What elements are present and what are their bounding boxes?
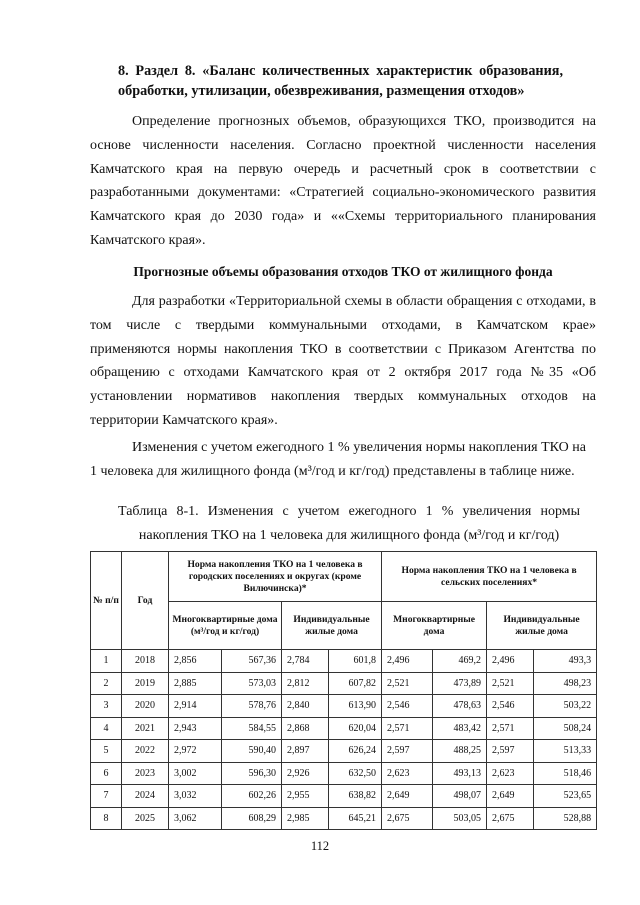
table-cell: 645,21 (329, 807, 382, 830)
paragraph-forecast-method (90, 110, 596, 253)
table-cell: 2,597 (487, 740, 534, 763)
text-line: Определение прогнозных объемов, образующихся ТКО, производится на (132, 114, 596, 129)
table-cell: 2025 (122, 807, 169, 830)
table-row (91, 807, 597, 830)
header-indiv-rural: Индивидуальные жилые дома (487, 602, 597, 650)
table-cell: 2,675 (382, 807, 433, 830)
table-cell: 2,943 (169, 717, 222, 740)
table-cell: 2,840 (282, 695, 329, 718)
text-line: Камчатского края до 2030 года» и ««Схемы территориального планирования (90, 209, 596, 225)
table-cell: 523,65 (534, 785, 597, 808)
text-line: 1 человека для жилищного фонда (м³/год и кг/год) представлены в таблице ниже. (90, 463, 575, 479)
table-cell: 2,623 (382, 762, 433, 785)
table-cell: 2023 (122, 762, 169, 785)
table-cell: 2022 (122, 740, 169, 763)
table-cell: 2,546 (382, 695, 433, 718)
paragraph-norms (90, 290, 596, 433)
text-line: Камчатского края». (90, 232, 206, 248)
table-cell: 7 (91, 785, 122, 808)
table-cell: 2,926 (282, 762, 329, 785)
text-line: основе численности населения. Согласно проектной численности населения (90, 137, 596, 153)
table-cell: 2,496 (382, 650, 433, 673)
table-cell: 498,23 (534, 672, 597, 695)
table-cell: 2 (91, 672, 122, 695)
subheading: Прогнозные объемы образования отходов ТКО от жилищного фонда (133, 264, 553, 279)
table-cell: 2,571 (382, 717, 433, 740)
header-no: № п/п (91, 552, 122, 650)
caption-line: Таблица 8-1. Изменения с учетом ежегодного 1 % увеличения нормы (118, 504, 580, 519)
table-cell: 473,89 (433, 672, 487, 695)
table-cell: 2,972 (169, 740, 222, 763)
table-cell: 578,76 (222, 695, 282, 718)
table-cell: 626,24 (329, 740, 382, 763)
table-cell: 2,546 (487, 695, 534, 718)
table-cell: 513,33 (534, 740, 597, 763)
header-multi-rural: Многоквартирные дома (382, 602, 487, 650)
table-cell: 2,675 (487, 807, 534, 830)
table-cell: 2020 (122, 695, 169, 718)
table-cell: 2,955 (282, 785, 329, 808)
table-cell: 608,29 (222, 807, 282, 830)
text-line: территории Камчатского края». (90, 412, 278, 428)
table-cell: 602,26 (222, 785, 282, 808)
table-cell: 2,649 (487, 785, 534, 808)
table-cell: 488,25 (433, 740, 487, 763)
table-cell: 493,13 (433, 762, 487, 785)
table-cell: 2,521 (382, 672, 433, 695)
table-cell: 2,885 (169, 672, 222, 695)
table-cell: 596,30 (222, 762, 282, 785)
table-cell: 590,40 (222, 740, 282, 763)
table-cell: 3,002 (169, 762, 222, 785)
table-cell: 498,07 (433, 785, 487, 808)
table-row (91, 762, 597, 785)
table-row (91, 717, 597, 740)
table-cell: 2,985 (282, 807, 329, 830)
table-cell: 2,868 (282, 717, 329, 740)
table-cell: 3,062 (169, 807, 222, 830)
table-cell: 1 (91, 650, 122, 673)
table-cell: 2024 (122, 785, 169, 808)
table-cell: 632,50 (329, 762, 382, 785)
table-row (91, 695, 597, 718)
table-cell: 518,46 (534, 762, 597, 785)
table-cell: 2,784 (282, 650, 329, 673)
table-cell: 2,649 (382, 785, 433, 808)
table-row (91, 672, 597, 695)
table-cell: 613,90 (329, 695, 382, 718)
text-line: Для разработки «Территориальной схемы в области обращения с отходами, в (132, 294, 596, 309)
table-cell: 478,63 (433, 695, 487, 718)
header-multi-urban: Многоквартирные дома (м³/год и кг/год) (169, 602, 282, 650)
paragraph-table-intro (90, 436, 596, 484)
norms-table (90, 551, 597, 830)
table-cell: 2,571 (487, 717, 534, 740)
header-rural: Норма накопления ТКО на 1 человека в сельских поселениях* (382, 552, 597, 602)
table-cell: 567,36 (222, 650, 282, 673)
section-heading (118, 61, 563, 101)
table-cell: 8 (91, 807, 122, 830)
table-cell: 620,04 (329, 717, 382, 740)
table-cell: 3,032 (169, 785, 222, 808)
header-indiv-urban: Индивидуальные жилые дома (282, 602, 382, 650)
table-cell: 469,2 (433, 650, 487, 673)
table-cell: 2,496 (487, 650, 534, 673)
table-row (91, 740, 597, 763)
table-cell: 528,88 (534, 807, 597, 830)
table-cell: 2,897 (282, 740, 329, 763)
table-cell: 2,856 (169, 650, 222, 673)
table-cell: 2,812 (282, 672, 329, 695)
table-cell: 2021 (122, 717, 169, 740)
table-cell: 2018 (122, 650, 169, 673)
table-cell: 3 (91, 695, 122, 718)
table-cell: 584,55 (222, 717, 282, 740)
table-cell: 4 (91, 717, 122, 740)
text-line: применяются нормы накопления ТКО в соответствии с Приказом Агентства по (90, 341, 596, 357)
caption-line: накопления ТКО на 1 человека для жилищного фонда (м³/год и кг/год) (138, 528, 560, 543)
table-cell: 503,05 (433, 807, 487, 830)
table-cell: 2,521 (487, 672, 534, 695)
table-cell: 483,42 (433, 717, 487, 740)
table-row (91, 785, 597, 808)
table-cell: 2019 (122, 672, 169, 695)
table-cell: 2,914 (169, 695, 222, 718)
table-cell: 6 (91, 762, 122, 785)
table-cell: 503,22 (534, 695, 597, 718)
text-line: разработанными документами: «Стратегией социально-экономического развития (90, 185, 596, 201)
text-line: Камчатского края на первую очередь и расчетный срок в соответствии с (90, 161, 596, 177)
table-cell: 2,597 (382, 740, 433, 763)
table-cell: 638,82 (329, 785, 382, 808)
table-cell: 573,03 (222, 672, 282, 695)
page-number: 112 (310, 839, 330, 853)
table-row (91, 650, 597, 673)
text-line: том числе с твердыми коммунальными отходами, в Камчатском крае» (90, 317, 596, 333)
header-year: Год (122, 552, 169, 650)
text-line: обращению с отходами Камчатского края от 2 октября 2017 года №35 «Об (90, 365, 596, 381)
table-caption (118, 500, 580, 548)
table-cell: 493,3 (534, 650, 597, 673)
section-number: 8. (118, 63, 129, 79)
table-cell: 508,24 (534, 717, 597, 740)
section-title: Раздел 8. «Баланс количественных характеристик образования, обработки, утилизации, обезвреживания, размещения отходов» (118, 63, 564, 99)
table-cell: 601,8 (329, 650, 382, 673)
table-cell: 2,623 (487, 762, 534, 785)
text-line: установлении нормативов накопления твердых коммунальных отходов на (90, 389, 596, 405)
text-line: Изменения с учетом ежегодного 1 % увеличения нормы накопления ТКО на (132, 440, 586, 455)
table-cell: 607,82 (329, 672, 382, 695)
table-cell: 5 (91, 740, 122, 763)
header-urban: Норма накопления ТКО на 1 человека в городских поселениях и округах (кроме Вилючинска)* (169, 552, 382, 602)
